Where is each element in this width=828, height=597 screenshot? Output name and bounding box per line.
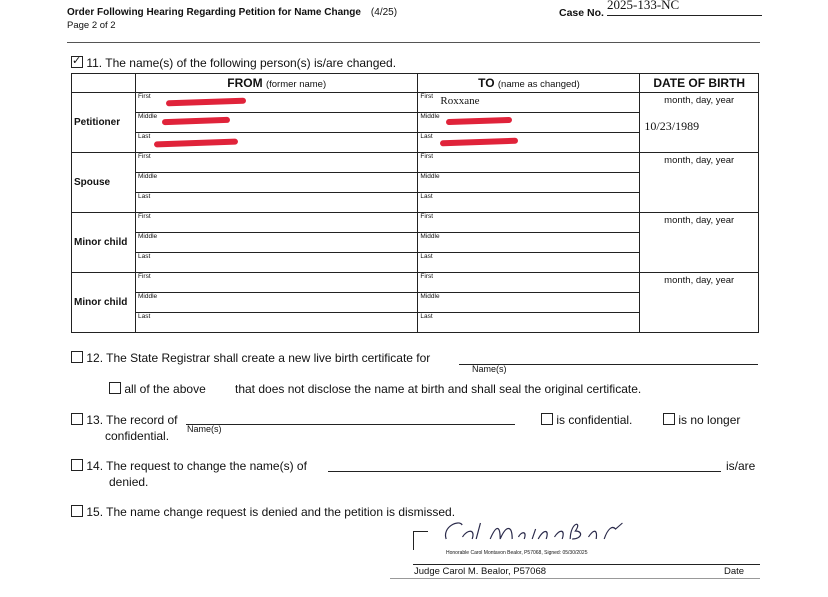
footer-divider (390, 578, 760, 579)
redaction-mark (446, 117, 512, 125)
item-13-names-label: Name(s) (187, 424, 222, 434)
header-divider (67, 42, 760, 43)
item-15-text: 15. The name change request is denied and the petition is dismissed. (86, 505, 456, 519)
item-13-checkbox[interactable] (71, 413, 83, 425)
item-11-text: 11. The name(s) of the following person(s) is/are changed. (86, 56, 397, 70)
from-first-field[interactable]: First (136, 153, 418, 173)
dob-cell-spouse[interactable]: month, day, year (640, 153, 759, 213)
from-first-field[interactable]: First (136, 273, 418, 293)
redaction-mark (162, 117, 230, 125)
from-last-field[interactable]: Last (136, 133, 418, 153)
item-15-checkbox[interactable] (71, 505, 83, 517)
name-change-table (71, 73, 759, 333)
from-first-field[interactable]: First (136, 93, 418, 113)
case-number-label: Case No. (559, 7, 604, 19)
item-15 (71, 505, 455, 519)
from-middle-field[interactable]: Middle (136, 113, 418, 133)
from-first-field[interactable]: First (136, 213, 418, 233)
to-middle-field[interactable]: Middle (418, 113, 640, 133)
item-11-checkbox[interactable] (71, 56, 83, 68)
row-label-petitioner: Petitioner (72, 93, 136, 153)
to-last-field[interactable]: Last (418, 253, 640, 273)
item-13-line2: confidential. (105, 429, 170, 443)
table-row (72, 273, 759, 293)
dob-cell-petitioner[interactable]: month, day, year 10/23/1989 (640, 93, 759, 153)
item-14-line2: denied. (109, 475, 149, 489)
redaction-mark (440, 138, 518, 147)
table-row (72, 93, 759, 113)
item-12 (71, 351, 430, 365)
row-label-spouse: Spouse (72, 153, 136, 213)
item-13-opt1: is confidential. (541, 413, 632, 427)
item-13-opt2: is no longer (663, 413, 740, 427)
item-14-text: 14. The request to change the name(s) of (86, 459, 307, 473)
to-first-field[interactable]: First Roxxane (418, 93, 640, 113)
to-first-field[interactable]: First (418, 273, 640, 293)
redaction-mark (166, 98, 246, 107)
item-12-names-label: Name(s) (472, 364, 507, 374)
table-row (72, 213, 759, 233)
to-first-field[interactable]: First (418, 213, 640, 233)
item-13-names-line[interactable] (186, 424, 515, 425)
row-label-minor-child-1: Minor child (72, 213, 136, 273)
date-label: Date (724, 566, 745, 577)
case-number-field[interactable]: 2025-133-NC (607, 0, 762, 16)
item-14-isare: is/are (726, 459, 756, 473)
from-last-field[interactable]: Last (136, 193, 418, 213)
item-11 (71, 56, 396, 70)
item-13 (71, 413, 178, 427)
from-last-field[interactable]: Last (136, 313, 418, 333)
to-subheader: (name as changed) (497, 79, 580, 90)
judge-name: Judge Carol M. Bealor, P57068 (414, 566, 547, 577)
item-13-text: 13. The record of (86, 413, 178, 427)
is-no-longer-checkbox[interactable] (663, 413, 675, 425)
signature-image (437, 517, 631, 547)
to-last-field[interactable]: Last (418, 193, 640, 213)
redaction-mark (154, 139, 238, 148)
is-confidential-checkbox[interactable] (541, 413, 553, 425)
form-version: (4/25) (370, 7, 398, 18)
table-header-row (72, 74, 759, 93)
to-first-field[interactable]: First (418, 153, 640, 173)
from-middle-field[interactable]: Middle (136, 173, 418, 193)
from-last-field[interactable]: Last (136, 253, 418, 273)
dob-value: 10/23/1989 (644, 119, 700, 133)
to-header: TO (name as changed) (418, 74, 640, 93)
from-middle-field[interactable]: Middle (136, 233, 418, 253)
to-middle-field[interactable]: Middle (418, 293, 640, 313)
item-14-names-line[interactable] (328, 471, 721, 472)
dob-cell-minor-child-2[interactable]: month, day, year (640, 273, 759, 333)
signature-note: Honorable Carol Montavon Bealor, P57068, Signed: 05/30/2025 (446, 550, 588, 556)
from-middle-field[interactable]: Middle (136, 293, 418, 313)
item-12-checkbox[interactable] (71, 351, 83, 363)
all-of-above-label: all of the above (124, 382, 206, 396)
to-middle-field[interactable]: Middle (418, 173, 640, 193)
dob-header: DATE OF BIRTH (640, 74, 759, 93)
row-label-minor-child-2: Minor child (72, 273, 136, 333)
item-14 (71, 459, 307, 473)
to-last-field[interactable]: Last (418, 133, 640, 153)
dob-cell-minor-child-1[interactable]: month, day, year (640, 213, 759, 273)
item-14-checkbox[interactable] (71, 459, 83, 471)
page-number: Page 2 of 2 (67, 20, 116, 31)
from-subheader: (former name) (265, 79, 327, 90)
to-middle-field[interactable]: Middle (418, 233, 640, 253)
item-12-text: 12. The State Registrar shall create a new live birth certificate for (86, 351, 431, 365)
item-12-all (109, 382, 206, 396)
signature-line (413, 564, 760, 565)
table-row (72, 153, 759, 173)
from-header: FROM (former name) (136, 74, 418, 93)
signature-bracket (413, 531, 428, 550)
to-last-field[interactable]: Last (418, 313, 640, 333)
item-12-rest: that does not disclose the name at birth and shall seal the original certificate. (235, 382, 642, 396)
form-title: Order Following Hearing Regarding Petition for Name Change (4/25) (67, 7, 398, 18)
all-of-above-checkbox[interactable] (109, 382, 121, 394)
